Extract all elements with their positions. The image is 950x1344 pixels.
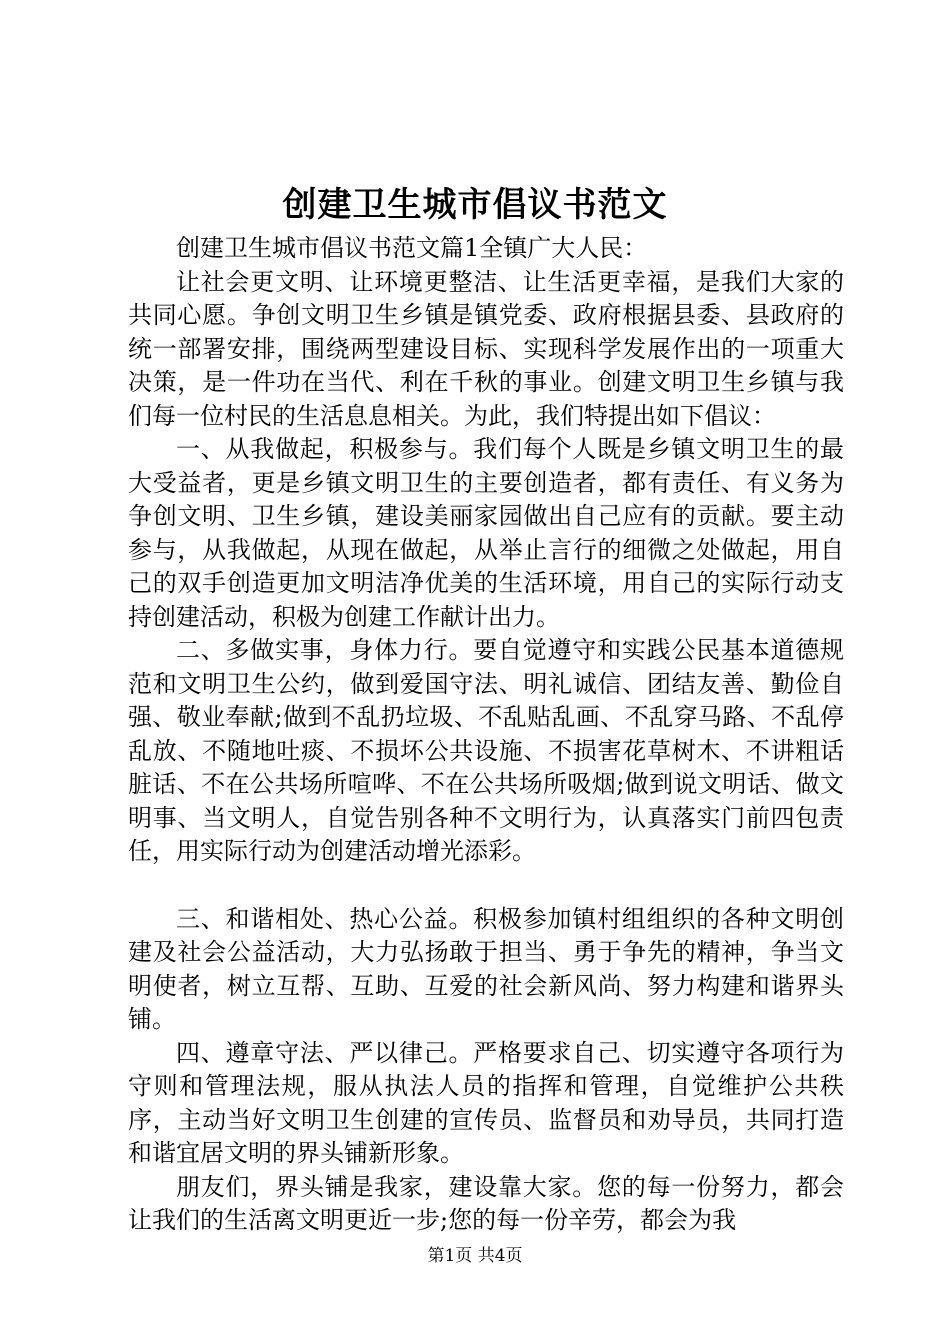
document-title: 创建卫生城市倡议书范文 [282,185,668,225]
paragraph-item-2: 二、多做实事，身体力行。要自觉遵守和实践公民基本道德规范和文明卫生公约，做到爱国守法、明礼诚信、团结友善、勤俭自强、敬业奉献;做到不乱扔垃圾、不乱贴乱画、不乱穿马路、不乱停乱放、不随地吐痰、不损坏公共设施、不损害花草树木、不讲粗话脏话、不在公共场所喧哗、不在公共场所吸烟;做到说文明话、做文明事、当文明人，自觉告别各种不文明行为，认真落实门前四包责任，用实际行动为创建活动增光添彩。 [128,636,844,865]
page-footer: 第1页 共4页 [427,1246,523,1266]
document-body [128,232,844,1238]
paragraph-intro: 创建卫生城市倡议书范文篇1全镇广大人民： [176,234,648,262]
paragraph-item-1: 一、从我做起，积极参与。我们每个人既是乡镇文明卫生的最大受益者，更是乡镇文明卫生的主要创造者，都有责任、有义务为争创文明、卫生乡镇，建设美丽家园做出自己应有的贡献。要主动参与，从我做起，从现在做起，从举止言行的细微之处做起，用自己的双手创造更加文明洁净优美的生活环境，用自己的实际行动支持创建活动，积极为创建工作献计出力。 [128,435,844,631]
paragraph-preamble: 让社会更文明、让环境更整洁、让生活更幸福，是我们大家的共同心愿。争创文明卫生乡镇是镇党委、政府根据县委、县政府的统一部署安排，围绕两型建设目标、实现科学发展作出的一项重大决策，是一件功在当代、利在千秋的事业。创建文明卫生乡镇与我们每一位村民的生活息息相关。为此，我们特提出如下倡议： [128,267,844,430]
paragraph-closing: 朋友们，界头铺是我家，建设靠大家。您的每一份努力，都会让我们的生活离文明更近一步;您的每一份辛劳，都会为我 [128,1172,844,1234]
paragraph-item-4: 四、遵章守法、严以律己。严格要求自己、切实遵守各项行为守则和管理法规，服从执法人员的指挥和管理，自觉维护公共秩序，主动当好文明卫生创建的宣传员、监督员和劝导员，共同打造和谐宜居文明的界头铺新形象。 [128,1038,844,1167]
paragraph-item-3: 三、和谐相处、热心公益。积极参加镇村组组织的各种文明创建及社会公益活动，大力弘扬敢于担当、勇于争先的精神，争当文明使者，树立互帮、互助、互爱的社会新风尚、努力构建和谐界头铺。 [128,904,844,1033]
